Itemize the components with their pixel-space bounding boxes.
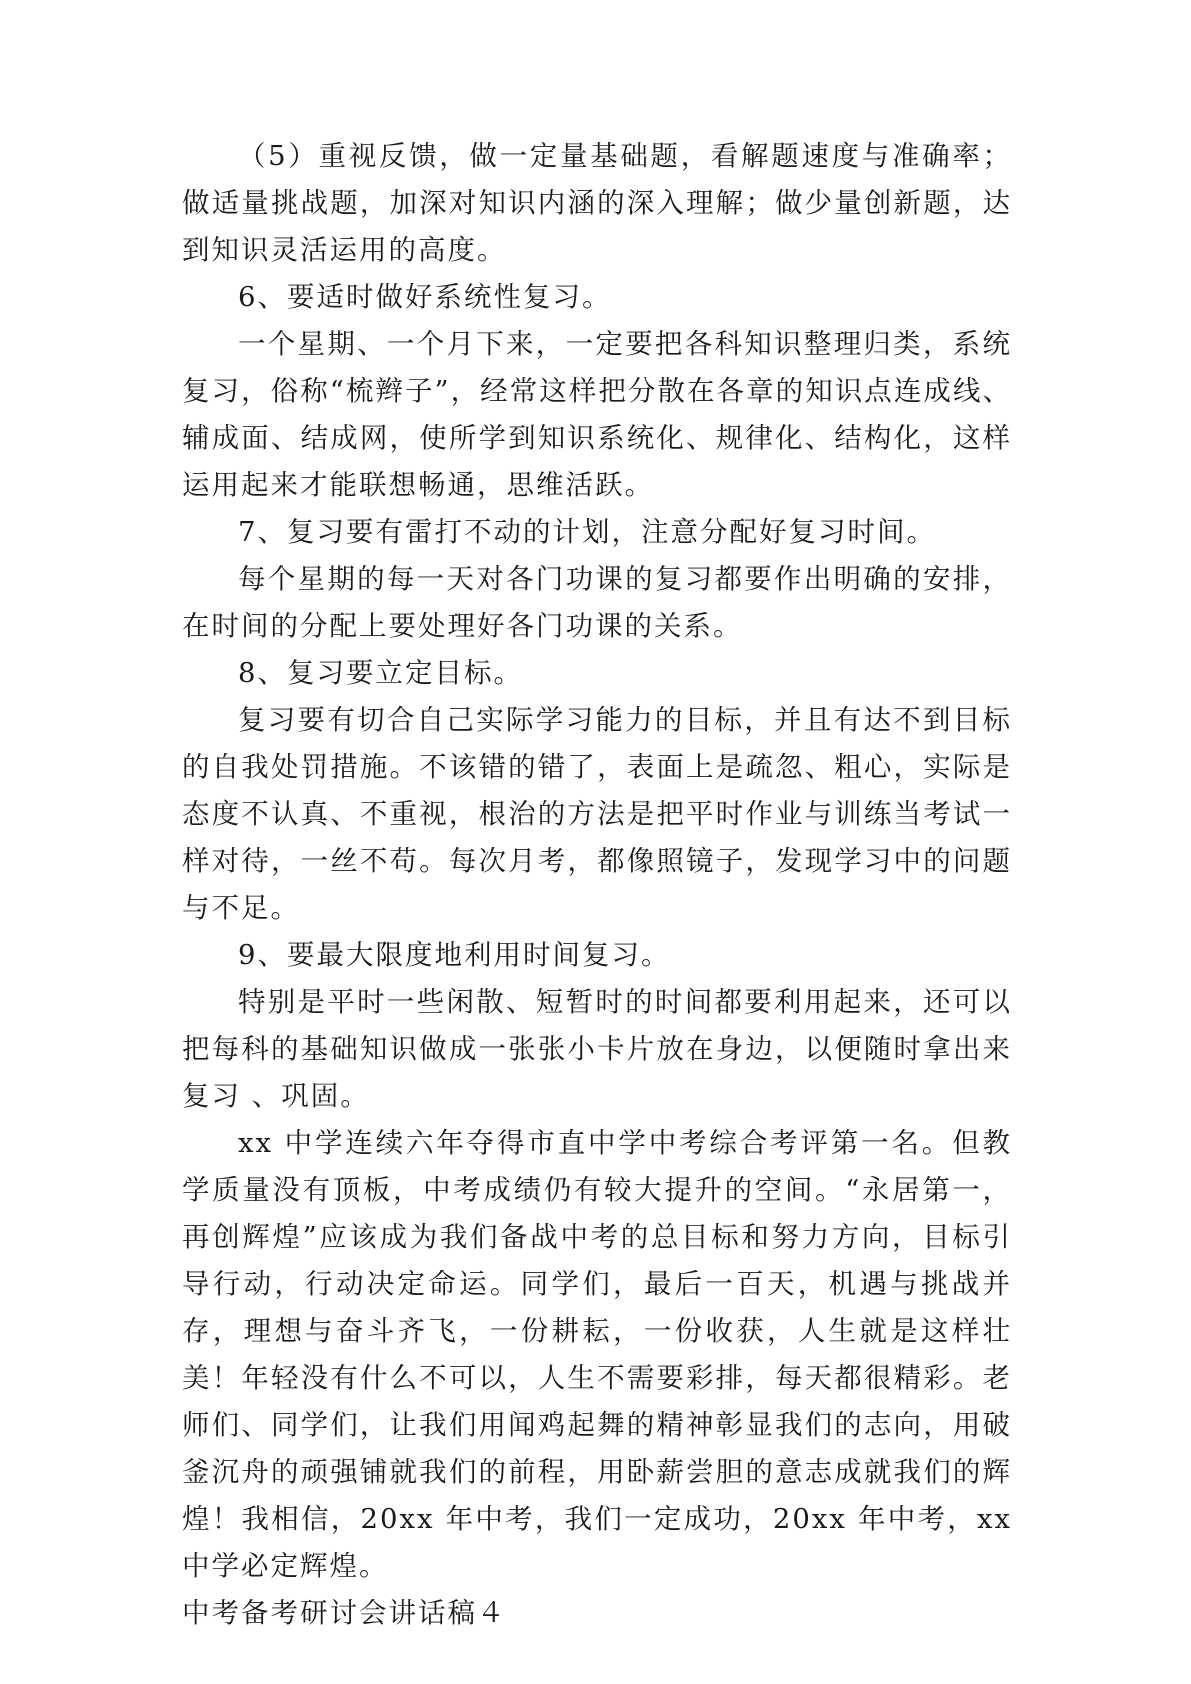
heading-item-7: 7、复习要有雷打不动的计划，注意分配好复习时间。 (238, 516, 936, 548)
paragraph-time-use: 特别是平时一些闲散、短暂时的时间都要利用起来，还可以把每科的基础知识做成一张张小卡片放在身边，以便随时拿出来复习 、巩固。 (182, 986, 1012, 1112)
paragraph-closing: xx 中学连续六年夺得市直中学中考综合考评第一名。但教学质量没有顶板，中考成绩仍有较大提升的空间。“永居第一，再创辉煌”应该成为我们备战中考的总目标和努力方向，目标引导行动，行动决定命运。同学们，最后一百天，机遇与挑战并存，理想与奋斗齐飞，一份耕耘，一份收获，人生就是这样壮美！年轻没有什么不可以，人生不需要彩排，每天都很精彩。老师们、同学们，让我们用闻鸡起舞的精神彰显我们的志向，用破釜沉舟的顽强铺就我们的前程，用卧薪尝胆的意志成就我们的辉煌！我相信，20xx 年中考，我们一定成功，20xx 年中考，xx 中学必定辉煌。 (182, 1127, 1012, 1582)
paragraph-schedule: 每个星期的每一天对各门功课的复习都要作出明确的安排，在时间的分配上要处理好各门功课的关系。 (182, 563, 1012, 642)
document-body (182, 133, 1012, 1637)
paragraph-goals: 复习要有切合自己实际学习能力的目标，并且有达不到目标的自我处罚措施。不该错的错了，表面上是疏忽、粗心，实际是态度不认真、不重视，根治的方法是把平时作业与训练当考试一样对待，一丝不苟。每次月考，都像照镜子，发现学习中的问题与不足。 (182, 704, 1012, 924)
paragraph-systematic-review: 一个星期、一个月下来，一定要把各科知识整理归类，系统复习，俗称“梳辫子”，经常这样把分散在各章的知识点连成线、辅成面、结成网，使所学到知识系统化、规律化、结构化，这样运用起来才能联想畅通，思维活跃。 (182, 328, 1012, 501)
heading-item-9: 9、要最大限度地利用时间复习。 (238, 939, 671, 971)
heading-item-8: 8、复习要立定目标。 (238, 657, 523, 689)
heading-item-6: 6、要适时做好系统性复习。 (238, 281, 612, 313)
paragraph-feedback: （5）重视反馈，做一定量基础题，看解题速度与准确率；做适量挑战题，加深对知识内涵的深入理解；做少量创新题，达到知识灵活运用的高度。 (182, 140, 1012, 266)
section-title: 中考备考研讨会讲话稿４ (182, 1597, 507, 1629)
